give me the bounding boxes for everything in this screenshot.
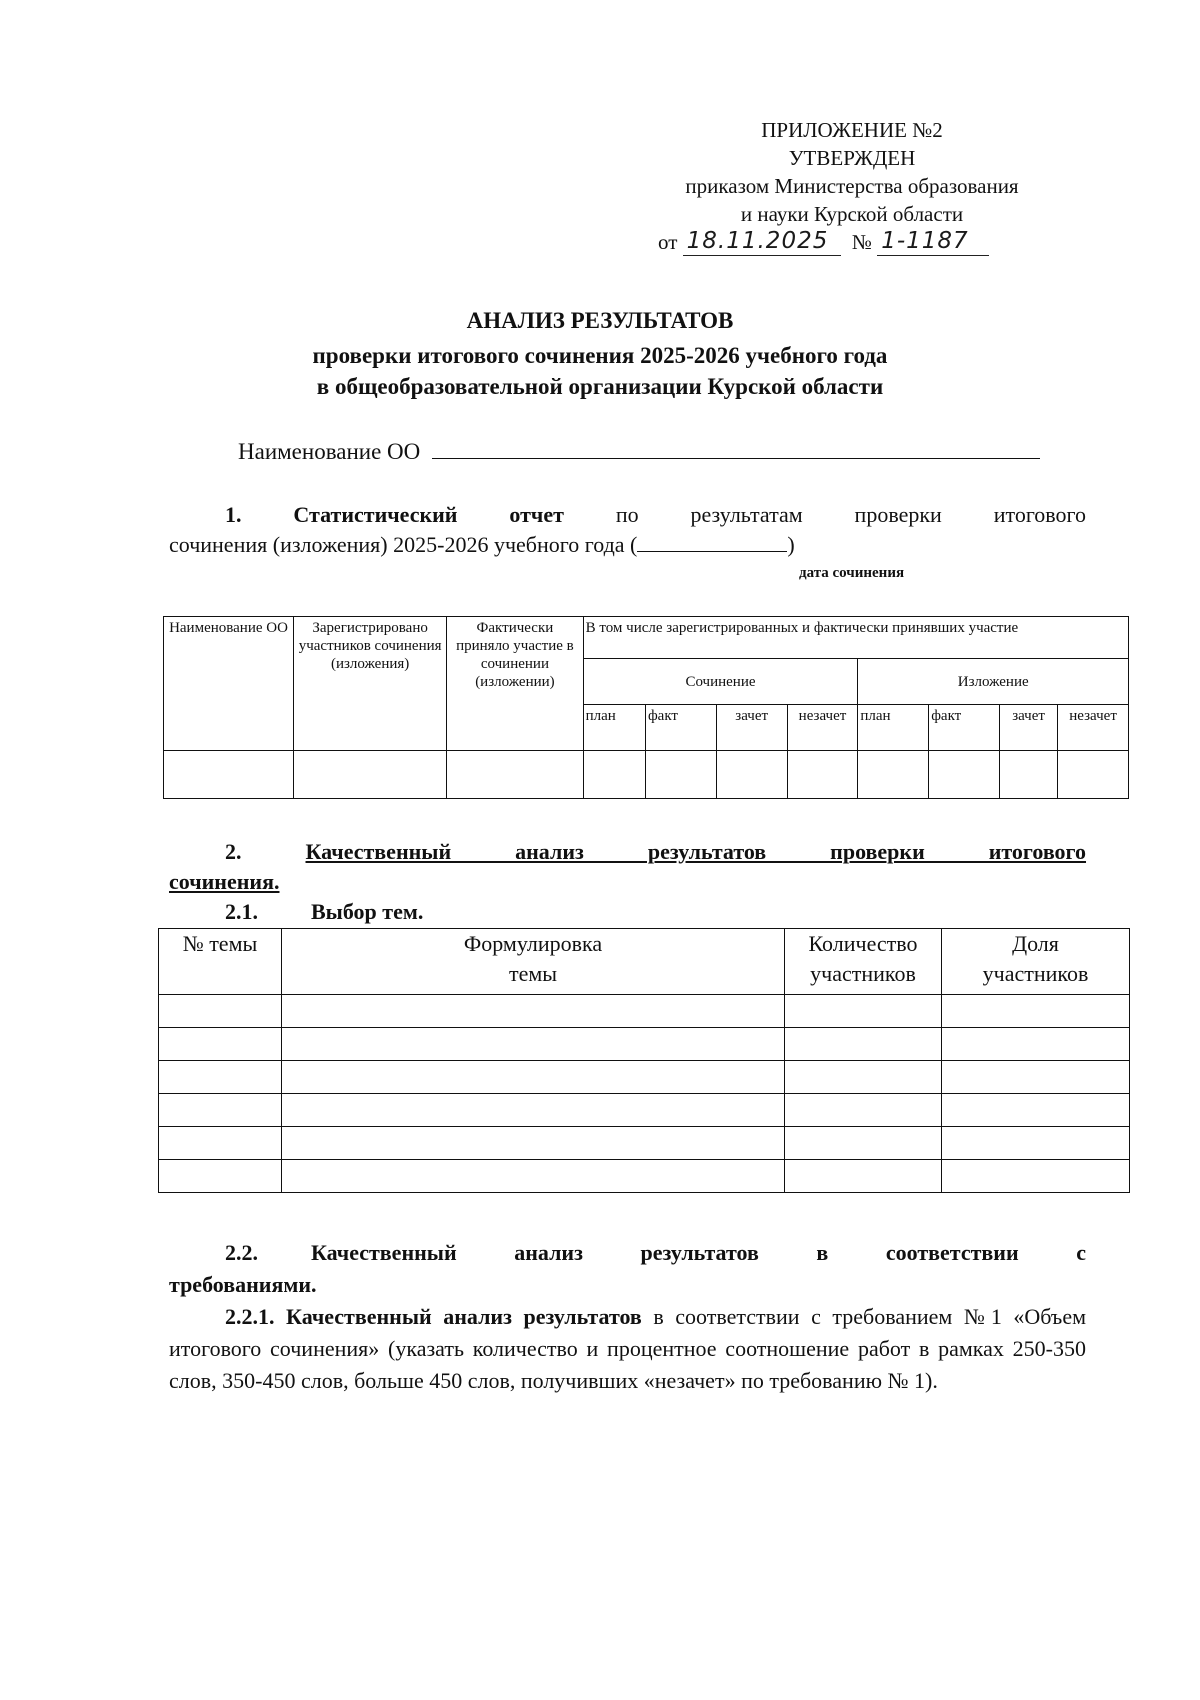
table-cell[interactable] [447, 751, 583, 799]
section21-number: 2.1. [225, 899, 258, 924]
section221-number: 2.2.1. [225, 1304, 275, 1329]
approved-label: УТВЕРЖДЕН [788, 146, 916, 170]
section1-line-2 [169, 530, 1086, 560]
th-group: В том числе зарегистрированных и фактически принявших участие [583, 617, 1128, 659]
table-cell[interactable] [785, 1094, 942, 1127]
table-row [159, 995, 1130, 1028]
topics-header-row [159, 929, 1130, 995]
section22-number: 2.2. [225, 1240, 258, 1265]
section2-line-1 [169, 837, 1086, 867]
section22 [169, 1237, 1086, 1397]
table-cell[interactable] [942, 1028, 1130, 1061]
th-topic-wording-2: темы [508, 961, 558, 986]
table-cell[interactable] [282, 995, 785, 1028]
th-topic-share-1: Доля [1012, 931, 1059, 956]
doc-title-line-2: проверки итогового сочинения 2025-2026 учебного года [312, 343, 888, 368]
table-cell[interactable] [282, 1127, 785, 1160]
table-cell[interactable] [159, 1094, 282, 1127]
section2-heading-part1: Качественный анализ результатов проверки итогового [305, 839, 1087, 864]
date-blank[interactable] [637, 531, 787, 552]
th-topic-wording [282, 929, 785, 995]
table-cell[interactable] [858, 751, 929, 799]
date-caption: дата сочинения [799, 565, 905, 581]
th-essay-pass: зачет [716, 705, 787, 751]
table-cell[interactable] [942, 995, 1130, 1028]
section21-title: Выбор тем. [311, 899, 424, 924]
org-name-label: Наименование ОО [238, 439, 421, 464]
section1-line-1 [169, 500, 1086, 530]
table-cell[interactable] [785, 1127, 942, 1160]
table-row [159, 1094, 1130, 1127]
table-cell[interactable] [716, 751, 787, 799]
th-topic-count [785, 929, 942, 995]
th-registered: Зарегистрировано участников сочинения (изложения) [294, 617, 447, 751]
section2-number: 2. [225, 839, 242, 864]
date-field [683, 229, 841, 256]
section1-text: по результатам проверки итогового [615, 502, 1087, 527]
table-cell[interactable] [294, 751, 447, 799]
table-cell[interactable] [164, 751, 294, 799]
table-row [159, 1127, 1130, 1160]
table-cell[interactable] [583, 751, 645, 799]
order-line-2: и науки Курской области [740, 202, 964, 226]
table-cell[interactable] [942, 1061, 1130, 1094]
table-cell[interactable] [1000, 751, 1058, 799]
table-cell[interactable] [785, 1160, 942, 1193]
th-essay-fact: факт [645, 705, 716, 751]
th-presentation: Изложение [858, 659, 1129, 705]
th-essay: Сочинение [583, 659, 858, 705]
th-topic-wording-1: Формулировка [463, 931, 603, 956]
doc-title-line-1: АНАЛИЗ РЕЗУЛЬТАТОВ [466, 308, 734, 333]
table-cell[interactable] [942, 1127, 1130, 1160]
number-prefix: № [851, 230, 872, 254]
table-cell[interactable] [159, 1127, 282, 1160]
table-cell[interactable] [159, 1028, 282, 1061]
section1-number: 1. [225, 502, 242, 527]
th-actual: Фактически приняло участие в сочинении (изложении) [447, 617, 583, 751]
appendix-label: ПРИЛОЖЕНИЕ №2 [761, 118, 943, 142]
table-cell[interactable] [787, 751, 858, 799]
date-prefix: от [658, 230, 678, 254]
section2-heading [169, 837, 1086, 927]
section2-heading-part2: сочинения. [169, 869, 280, 894]
section1-para [169, 500, 1087, 581]
table-cell[interactable] [942, 1160, 1130, 1193]
th-topic-number: № темы [159, 929, 282, 995]
table-cell[interactable] [282, 1094, 785, 1127]
table-cell[interactable] [785, 1061, 942, 1094]
section221-heading: Качественный анализ результатов [286, 1304, 642, 1329]
topics-table [158, 928, 1130, 1193]
table-cell[interactable] [159, 995, 282, 1028]
table-cell[interactable] [929, 751, 1000, 799]
table-cell[interactable] [785, 995, 942, 1028]
org-name-field[interactable] [432, 436, 1040, 459]
th-topic-share-2: участников [982, 961, 1089, 986]
table-cell[interactable] [1058, 751, 1129, 799]
table-row [159, 1160, 1130, 1193]
table-cell[interactable] [785, 1028, 942, 1061]
date-handwritten: 18.11.2025 [686, 228, 829, 254]
table-cell[interactable] [282, 1028, 785, 1061]
table-cell[interactable] [159, 1061, 282, 1094]
th-topic-share [942, 929, 1130, 995]
order-line-1: приказом Министерства образования [685, 174, 1019, 198]
th-pres-pass: зачет [1000, 705, 1058, 751]
th-topic-count-1: Количество [808, 931, 918, 956]
table-cell[interactable] [282, 1061, 785, 1094]
number-field [877, 229, 989, 256]
th-essay-fail: незачет [787, 705, 858, 751]
approval-block [642, 116, 1062, 256]
th-pres-plan: план [858, 705, 929, 751]
section1-text-2-end: ) [787, 532, 795, 557]
number-handwritten: 1-1187 [881, 228, 969, 254]
table-cell[interactable] [645, 751, 716, 799]
th-topic-count-2: участников [810, 961, 916, 986]
table-row [164, 751, 1129, 799]
section2-line-2 [169, 867, 1086, 897]
section21-line [169, 897, 1086, 927]
section221-para [169, 1301, 1086, 1397]
table-cell[interactable] [942, 1094, 1130, 1127]
table-row [159, 1028, 1130, 1061]
stats-table [163, 616, 1129, 799]
section22-line-1 [169, 1237, 1086, 1269]
table-cell[interactable] [282, 1160, 785, 1193]
doc-title-line-3: в общеобразовательной организации Курской области [316, 374, 884, 399]
th-pres-fact: факт [929, 705, 1000, 751]
th-essay-plan: план [583, 705, 645, 751]
section1-heading: Статистический отчет [293, 502, 564, 527]
table-cell[interactable] [159, 1160, 282, 1193]
table-row [159, 1061, 1130, 1094]
section22-heading-2: требованиями. [169, 1272, 317, 1297]
th-org: Наименование ОО [164, 617, 294, 751]
order-date-line [642, 228, 1062, 256]
section1-text-2: сочинения (изложения) 2025-2026 учебного года ( [169, 532, 638, 557]
th-pres-fail: незачет [1058, 705, 1129, 751]
section221-text: в соответствии с требованием №1 «Объем итогового сочинения» (указать количество и процентное соотношение работ в рамках 250-350 слов, 350-450 слов, больше 450 слов, получивших «незачет» по требованию № 1). [169, 1304, 1086, 1393]
org-name-row [238, 436, 1040, 465]
section22-heading-1: Качественный анализ результатов в соответствии с [311, 1240, 1086, 1265]
